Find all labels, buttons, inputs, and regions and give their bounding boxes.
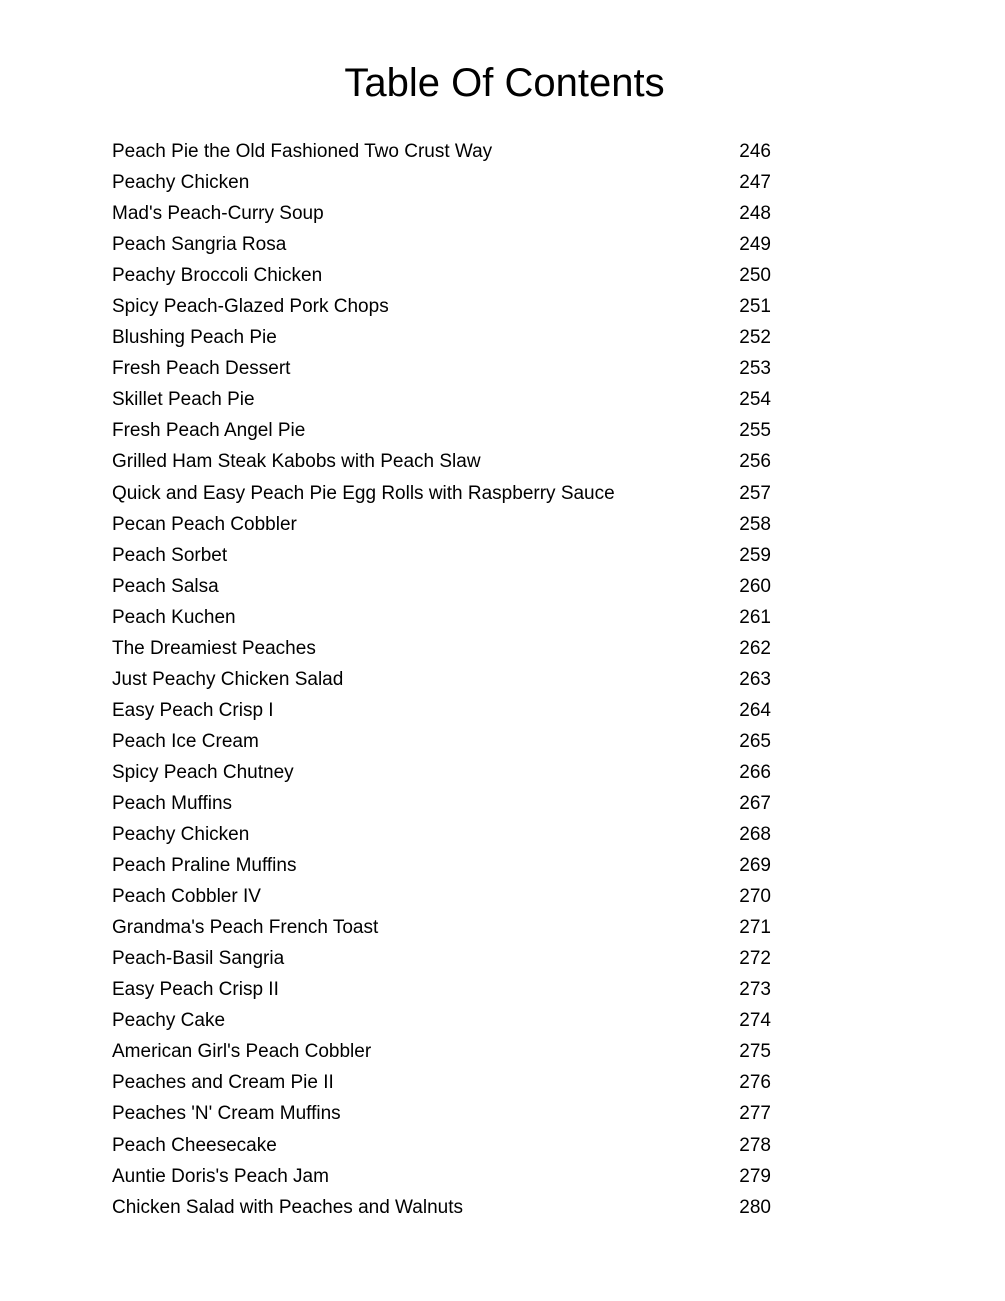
- toc-entry-title: Spicy Peach-Glazed Pork Chops: [112, 296, 389, 318]
- toc-entry[interactable]: [112, 912, 771, 943]
- toc-entry-page: 268: [739, 824, 771, 846]
- toc-entry[interactable]: [112, 415, 771, 446]
- toc-entry[interactable]: [112, 819, 771, 850]
- toc-entry[interactable]: [112, 260, 771, 291]
- toc-entry-page: 280: [739, 1196, 771, 1218]
- toc-entry[interactable]: [112, 571, 771, 602]
- toc-entry-page: 273: [739, 979, 771, 1001]
- toc-entry-title: Quick and Easy Peach Pie Egg Rolls with Raspberry Sauce: [112, 482, 615, 504]
- toc-entry-page: 247: [739, 172, 771, 194]
- toc-entry-page: 251: [739, 296, 771, 318]
- toc-entry-page: 271: [739, 917, 771, 939]
- toc-entry[interactable]: [112, 602, 771, 633]
- toc-entry-title: Peachy Chicken: [112, 824, 250, 846]
- toc-entry-title: Easy Peach Crisp I: [112, 699, 274, 721]
- toc-entry-page: 254: [739, 389, 771, 411]
- toc-entry-title: Easy Peach Crisp II: [112, 979, 279, 1001]
- toc-entry-page: 269: [739, 855, 771, 877]
- toc-entry-page: 263: [739, 668, 771, 690]
- toc-entry-title: The Dreamiest Peaches: [112, 637, 316, 659]
- toc-entry-title: Grandma's Peach French Toast: [112, 917, 379, 939]
- toc-entry[interactable]: [112, 478, 771, 509]
- toc-entry-page: 267: [739, 792, 771, 814]
- toc-entry-page: 262: [739, 637, 771, 659]
- toc-entry-page: 279: [739, 1165, 771, 1187]
- toc-entry[interactable]: [112, 291, 771, 322]
- toc-entry[interactable]: [112, 322, 771, 353]
- toc-entry-title: Blushing Peach Pie: [112, 327, 277, 349]
- toc-entry-page: 277: [739, 1103, 771, 1125]
- toc-entry-page: 276: [739, 1072, 771, 1094]
- toc-entry-title: Fresh Peach Angel Pie: [112, 420, 306, 442]
- toc-entry-page: 259: [739, 544, 771, 566]
- toc-entry-title: Grilled Ham Steak Kabobs with Peach Slaw: [112, 451, 481, 473]
- toc-entry-page: 261: [739, 606, 771, 628]
- toc-entry-title: Peach Cheesecake: [112, 1134, 277, 1156]
- toc-entry-title: Peachy Cake: [112, 1010, 226, 1032]
- toc-entry-title: Fresh Peach Dessert: [112, 358, 291, 380]
- toc-entry-title: Peach Cobbler IV: [112, 886, 261, 908]
- toc-entry-page: 264: [739, 699, 771, 721]
- toc-entry-page: 250: [739, 265, 771, 287]
- toc-list: [112, 136, 771, 1223]
- toc-entry[interactable]: [112, 167, 771, 198]
- toc-entry-title: Peach-Basil Sangria: [112, 948, 285, 970]
- toc-entry-page: 256: [739, 451, 771, 473]
- toc-entry[interactable]: [112, 1130, 771, 1161]
- toc-entry[interactable]: [112, 1036, 771, 1067]
- toc-entry-title: Peach Kuchen: [112, 606, 236, 628]
- toc-entry-title: Peach Sangria Rosa: [112, 234, 287, 256]
- toc-entry-page: 265: [739, 730, 771, 752]
- toc-entry[interactable]: [112, 757, 771, 788]
- toc-entry[interactable]: [112, 384, 771, 415]
- toc-entry-page: 248: [739, 203, 771, 225]
- toc-entry[interactable]: [112, 633, 771, 664]
- toc-entry[interactable]: [112, 229, 771, 260]
- toc-entry[interactable]: [112, 1161, 771, 1192]
- toc-entry-page: 253: [739, 358, 771, 380]
- toc-entry[interactable]: [112, 1098, 771, 1129]
- toc-entry-title: Peach Praline Muffins: [112, 855, 297, 877]
- toc-entry-page: 249: [739, 234, 771, 256]
- toc-entry[interactable]: [112, 509, 771, 540]
- toc-entry-title: Peach Pie the Old Fashioned Two Crust Way: [112, 141, 493, 162]
- toc-entry-title: Peach Sorbet: [112, 544, 228, 566]
- toc-entry-page: 275: [739, 1041, 771, 1063]
- toc-entry[interactable]: [112, 540, 771, 571]
- toc-entry[interactable]: [112, 943, 771, 974]
- toc-entry-page: 270: [739, 886, 771, 908]
- toc-entry-page: 260: [739, 575, 771, 597]
- toc-entry-title: Peaches and Cream Pie II: [112, 1072, 334, 1094]
- toc-entry-page: 257: [739, 482, 771, 504]
- toc-entry-title: Skillet Peach Pie: [112, 389, 255, 411]
- toc-entry-title: Peach Muffins: [112, 792, 233, 814]
- toc-entry[interactable]: [112, 1067, 771, 1098]
- toc-entry[interactable]: [112, 136, 771, 167]
- toc-entry-title: Peachy Broccoli Chicken: [112, 265, 323, 287]
- toc-entry[interactable]: [112, 881, 771, 912]
- toc-entry-page: 252: [739, 327, 771, 349]
- toc-entry-title: Pecan Peach Cobbler: [112, 513, 297, 535]
- toc-entry-page: 258: [739, 513, 771, 535]
- toc-entry-title: Peachy Chicken: [112, 172, 250, 194]
- toc-entry[interactable]: [112, 353, 771, 384]
- toc-entry-page: 266: [739, 761, 771, 783]
- toc-entry-title: American Girl's Peach Cobbler: [112, 1041, 372, 1063]
- toc-entry-page: 255: [739, 420, 771, 442]
- toc-entry-title: Auntie Doris's Peach Jam: [112, 1165, 329, 1187]
- toc-entry-title: Peaches 'N' Cream Muffins: [112, 1103, 341, 1125]
- toc-entry[interactable]: [112, 974, 771, 1005]
- toc-entry-page: 246: [739, 141, 771, 162]
- toc-entry-title: Peach Salsa: [112, 575, 219, 597]
- toc-entry-title: Mad's Peach-Curry Soup: [112, 203, 324, 225]
- toc-entry-page: 272: [739, 948, 771, 970]
- toc-entry[interactable]: [112, 850, 771, 881]
- toc-entry-page: 278: [739, 1134, 771, 1156]
- toc-entry-title: Just Peachy Chicken Salad: [112, 668, 344, 690]
- toc-entry-page: 274: [739, 1010, 771, 1032]
- toc-entry[interactable]: [112, 726, 771, 757]
- toc-entry-title: Spicy Peach Chutney: [112, 761, 294, 783]
- page-title: Table Of Contents: [344, 61, 665, 105]
- toc-entry[interactable]: [112, 1005, 771, 1036]
- toc-entry[interactable]: [112, 788, 771, 819]
- toc-entry[interactable]: [112, 198, 771, 229]
- toc-entry[interactable]: [112, 695, 771, 726]
- toc-entry[interactable]: [112, 1192, 771, 1223]
- toc-entry-title: Chicken Salad with Peaches and Walnuts: [112, 1196, 463, 1218]
- toc-entry[interactable]: [112, 664, 771, 695]
- toc-entry[interactable]: [112, 446, 771, 477]
- toc-entry-title: Peach Ice Cream: [112, 730, 259, 752]
